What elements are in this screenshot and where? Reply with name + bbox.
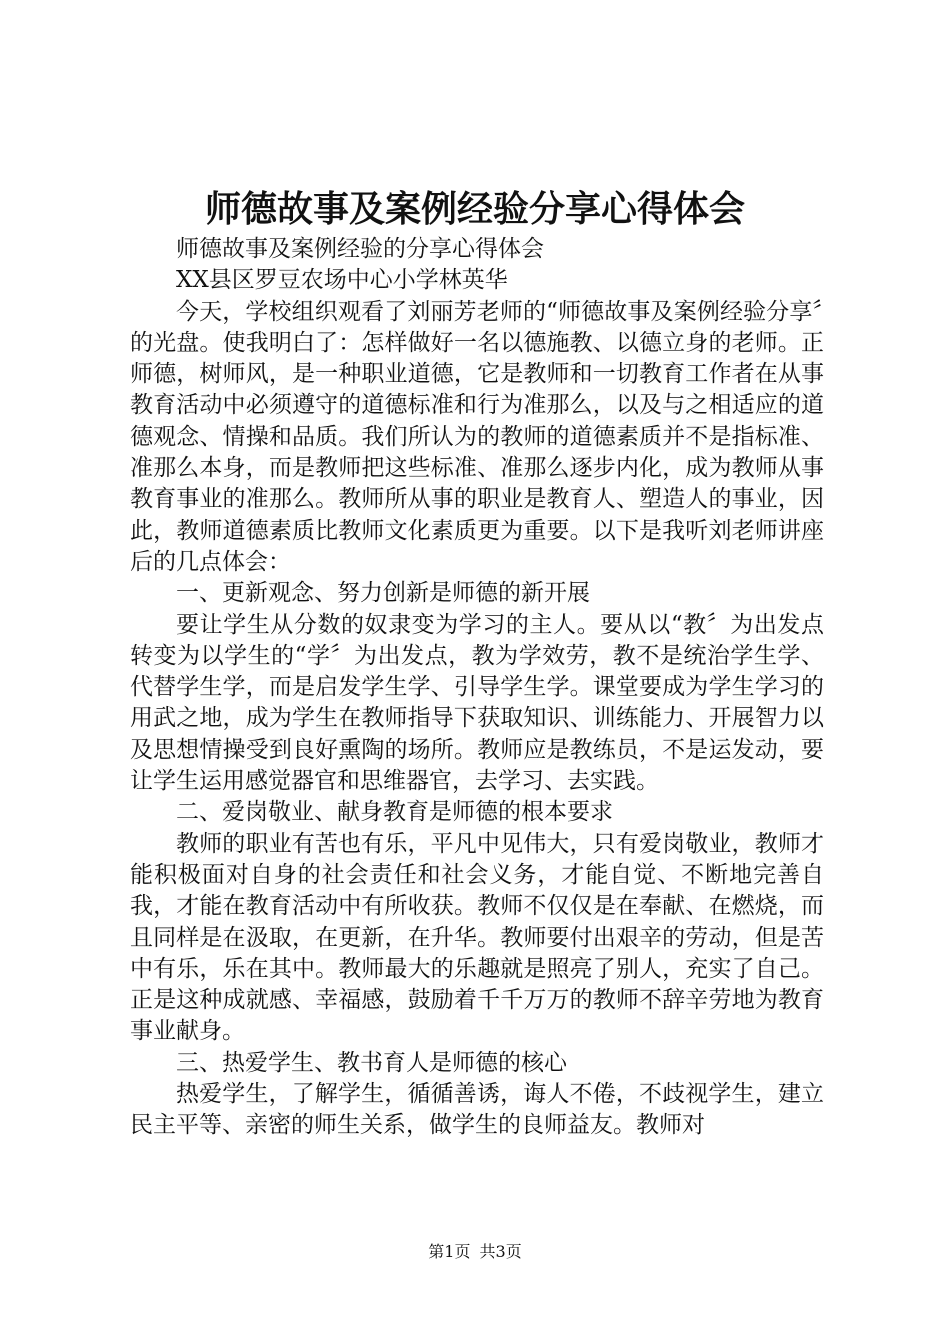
section-heading: 三、热爱学生、教书育人是师德的核心	[176, 1049, 567, 1076]
body-paragraph: 今天，学校组织观看了刘丽芳老师的“师德故事及案例经验分享〞的光盘。使我明白了：怎样做好一名以德施教、以德立身的老师。正师德，树师风，是一种职业道德，它是教师和一切教育工作者在从事教育活动中必须遵守的道德标准和行为准那么，以及与之相适应的道德观念、情操和品质。我们所认为的教师的道德素质并不是指标准、准那么本身，而是教师把这些标准、准那么逐步内化，成为教师从事教育事业的准那么。教师所从事的职业是教育人、塑造人的事业，因此，教师道德素质比教师文化素质更为重要。以下是我听刘老师讲座后的几点体会：	[130, 298, 824, 575]
section-heading: 二、爱岗敬业、献身教育是师德的根本要求	[176, 799, 613, 826]
body-paragraph: 要让学生从分数的奴隶变为学习的主人。要从以“教〞为出发点转变为以学生的“学〞为出发点，教为学效劳，教不是统治学生学、代替学生学，而是启发学生学、引导学生学。课堂要成为学生学习的用武之地，成为学生在教师指导下获取知识、训练能力、开展智力以及思想情操受到良好熏陶的场所。教师应是教练员，不是运发动，要让学生运用感觉器官和思维器官，去学习、去实践。	[130, 611, 824, 795]
section-heading: 一、更新观念、努力创新是师德的新开展	[176, 580, 590, 607]
author-paragraph: XX县区罗豆农场中心小学林英华	[176, 267, 508, 294]
subtitle-paragraph: 师德故事及案例经验的分享心得体会	[176, 236, 544, 262]
body-paragraph: 热爱学生，了解学生，循循善诱，诲人不倦，不歧视学生，建立民主平等、亲密的师生关系，做学生的良师益友。教师对	[130, 1081, 824, 1139]
document-body	[130, 234, 824, 1142]
page-total: 共3页	[479, 1242, 522, 1261]
page-number: 第1页	[428, 1242, 471, 1261]
body-paragraph: 教师的职业有苦也有乐，平凡中见伟大，只有爱岗敬业，教师才能积极面对自身的社会责任和社会义务，才能自觉、不断地完善自我，才能在教育活动中有所收获。教师不仅仅是在奉献、在燃烧，而且同样是在汲取，在更新，在升华。教师要付出艰辛的劳动，但是苦中有乐，乐在其中。教师最大的乐趣就是照亮了别人，充实了自己。正是这种成就感、幸福感，鼓励着千千万万的教师不辞辛劳地为教育事业献身。	[130, 830, 824, 1045]
document-title: 师德故事及案例经验分享心得体会	[204, 188, 745, 230]
page-footer	[0, 1241, 950, 1263]
